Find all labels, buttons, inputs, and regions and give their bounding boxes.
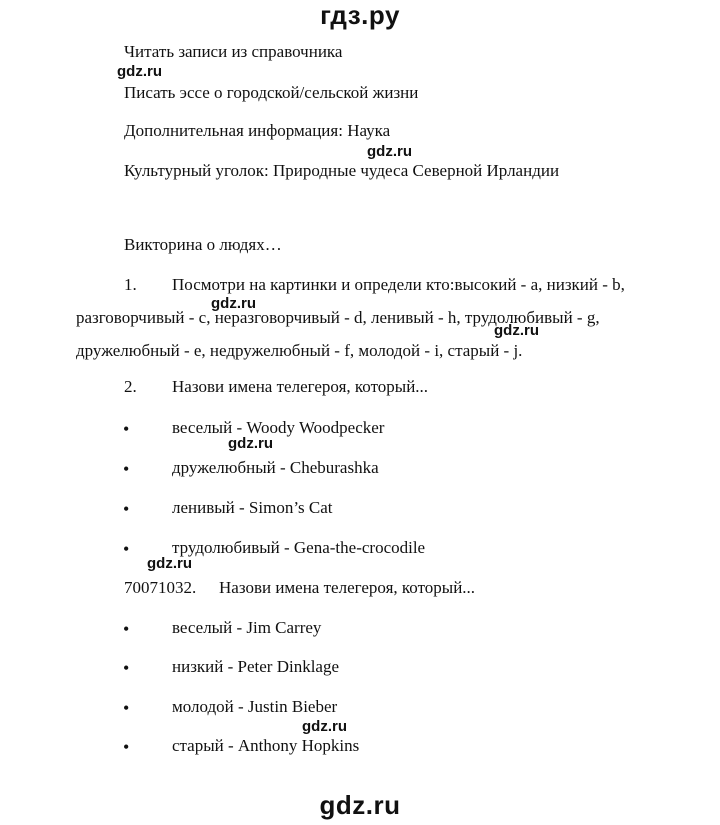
watermark: gdz.ru xyxy=(211,295,256,312)
watermark: gdz.ru xyxy=(147,555,192,572)
task3-item: молодой - Justin Bieber xyxy=(172,697,338,716)
watermark: gdz.ru xyxy=(494,322,539,339)
watermark: gdz.ru xyxy=(302,718,347,735)
task1-line2: разговорчивый - c, неразговорчивый - d, ленивый - h, трудолюбивый - g, xyxy=(76,308,600,327)
task1-number: 1. xyxy=(124,275,137,294)
bullet: • xyxy=(123,539,130,559)
line-write-essay: Писать эссе о городской/сельской жизни xyxy=(124,83,419,102)
task2-number: 2. xyxy=(124,377,137,396)
watermark: gdz.ru xyxy=(117,63,162,80)
line-culture-corner: Культурный уголок: Природные чудеса Северной Ирландии xyxy=(124,161,560,180)
site-footer: gdz.ru xyxy=(319,790,401,820)
line-extra-info: Дополнительная информация: Наука xyxy=(124,121,391,140)
task3-item: низкий - Peter Dinklage xyxy=(172,657,340,676)
task3-item: старый - Anthony Hopkins xyxy=(172,736,360,755)
bullet: • xyxy=(123,658,130,678)
task2-item: трудолюбивый - Gena-the-crocodile xyxy=(172,538,426,557)
task2-item: ленивый - Simon’s Cat xyxy=(172,498,333,517)
task3-number: 70071032. xyxy=(124,578,197,597)
task3-item: веселый - Jim Carrey xyxy=(172,618,322,637)
task2-item: дружелюбный - Cheburashka xyxy=(172,458,379,477)
bullet: • xyxy=(123,499,130,519)
task2-item: веселый - Woody Woodpecker xyxy=(172,418,385,437)
task1-line3: дружелюбный - e, недружелюбный - f, молодой - i, старый - j. xyxy=(76,341,523,360)
watermark: gdz.ru xyxy=(228,435,273,452)
bullet: • xyxy=(123,419,130,439)
task1-line1: Посмотри на картинки и определи кто:высокий - a, низкий - b, xyxy=(172,275,625,294)
line-read-notes: Читать записи из справочника xyxy=(124,42,343,61)
site-header: гдз.ру xyxy=(320,0,400,30)
task3-text: Назови имена телегероя, который... xyxy=(219,578,476,597)
watermark: gdz.ru xyxy=(367,143,412,160)
quiz-title: Викторина о людях… xyxy=(124,235,282,254)
bullet: • xyxy=(123,698,130,718)
bullet: • xyxy=(123,737,130,757)
task2-text: Назови имена телегероя, который... xyxy=(172,377,429,396)
bullet: • xyxy=(123,619,130,639)
bullet: • xyxy=(123,459,130,479)
